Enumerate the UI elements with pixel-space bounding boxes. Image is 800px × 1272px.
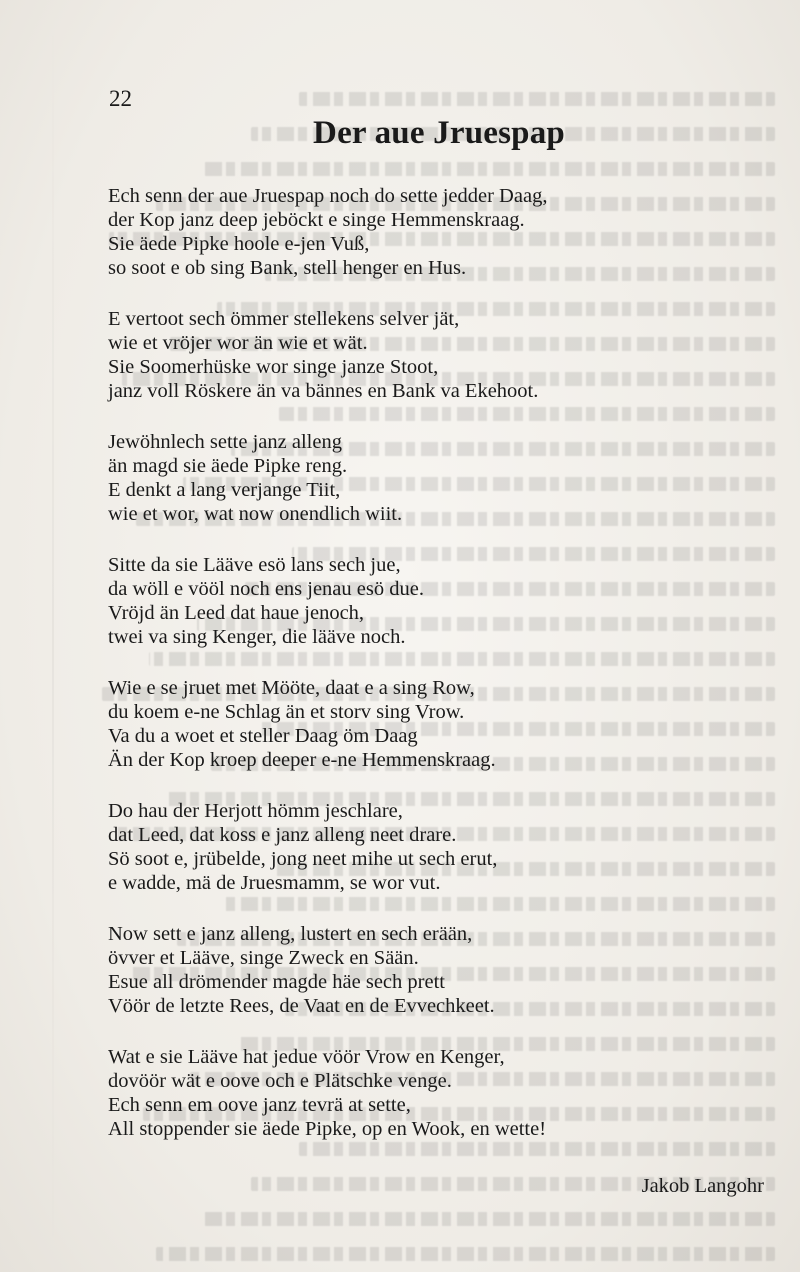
poem-line: Wat e sie Lääve hat jedue vöör Vrow en Kenger, bbox=[108, 1046, 505, 1068]
poem-line: Sitte da sie Lääve esö lans sech jue, bbox=[108, 554, 401, 576]
poem-line: so soot e ob sing Bank, stell henger en Hus. bbox=[108, 257, 467, 279]
stanza bbox=[108, 922, 708, 1018]
poem-line: Esue all drömender magde häe sech prett bbox=[108, 971, 445, 993]
bleed-line bbox=[95, 1212, 775, 1240]
poem-line: än magd sie äede Pipke reng. bbox=[108, 455, 348, 477]
poem-author: Jakob Langohr bbox=[641, 1175, 764, 1197]
page-fold-shadow bbox=[52, 0, 54, 1272]
stanza bbox=[108, 1045, 708, 1141]
poem-line: Vröjd än Leed dat haue jenoch, bbox=[108, 602, 365, 624]
poem-line: All stoppender sie äede Pipke, op en Wook, en wette! bbox=[108, 1118, 547, 1140]
poem-line: der Kop janz deep jeböckt e singe Hemmenskraag. bbox=[108, 209, 525, 231]
poem-line: Sie Soomerhüske wor singe janze Stoot, bbox=[108, 356, 439, 378]
poem-line: Now sett e janz alleng, lustert en sech erään, bbox=[108, 923, 473, 945]
poem-line: Vöör de letzte Rees, de Vaat en de Evvechkeet. bbox=[108, 995, 495, 1017]
poem-line: Jewöhnlech sette janz alleng bbox=[108, 431, 342, 453]
poem-line: E denkt a lang verjange Tiit, bbox=[108, 479, 341, 501]
poem-title: Der aue Jruespap bbox=[313, 115, 565, 151]
poem-line: da wöll e vööl noch ens jenau esö due. bbox=[108, 578, 424, 600]
poem-line: övver et Lääve, singe Zweck en Sään. bbox=[108, 947, 419, 969]
poem-line: Ech senn der aue Jruespap noch do sette jedder Daag, bbox=[108, 185, 548, 207]
poem-line: e wadde, mä de Jruesmamm, se wor vut. bbox=[108, 872, 441, 894]
poem-line: wie et wor, wat now onendlich wiit. bbox=[108, 503, 403, 525]
poem-line: Sie äede Pipke hoole e-jen Vuß, bbox=[108, 233, 370, 255]
stanza bbox=[108, 430, 708, 526]
poem-line: du koem e-ne Schlag än et storv sing Vrow. bbox=[108, 701, 465, 723]
poem-line: janz voll Röskere än va bännes en Bank va Ekehoot. bbox=[108, 380, 539, 402]
poem-line: Ech senn em oove janz tevrä at sette, bbox=[108, 1094, 411, 1116]
stanza bbox=[108, 676, 708, 772]
poem-line: dovöör wät e oove och e Plätschke venge. bbox=[108, 1070, 452, 1092]
poem-line: wie et vröjer wor än wie et wät. bbox=[108, 332, 368, 354]
poem-line: Do hau der Herjott hömm jeschlare, bbox=[108, 800, 403, 822]
bleed-line bbox=[95, 1247, 775, 1272]
stanza bbox=[108, 553, 708, 649]
poem-line: Wie e se jruet met Mööte, daat e a sing Row, bbox=[108, 677, 475, 699]
poem-line: Sö soot e, jrübelde, jong neet mihe ut sech erut, bbox=[108, 848, 498, 870]
poem-line: dat Leed, dat koss e janz alleng neet drare. bbox=[108, 824, 457, 846]
page-number: 22 bbox=[109, 86, 132, 111]
poem-line: twei va sing Kenger, die lääve noch. bbox=[108, 626, 406, 648]
stanza bbox=[108, 184, 708, 280]
poem-line: E vertoot sech ömmer stellekens selver jät, bbox=[108, 308, 460, 330]
stanza bbox=[108, 799, 708, 895]
poem-line: Än der Kop kroep deeper e-ne Hemmenskraag. bbox=[108, 749, 496, 771]
poem-line: Va du a woet et steller Daag öm Daag bbox=[108, 725, 418, 747]
stanza bbox=[108, 307, 708, 403]
poem-body bbox=[108, 184, 708, 1168]
